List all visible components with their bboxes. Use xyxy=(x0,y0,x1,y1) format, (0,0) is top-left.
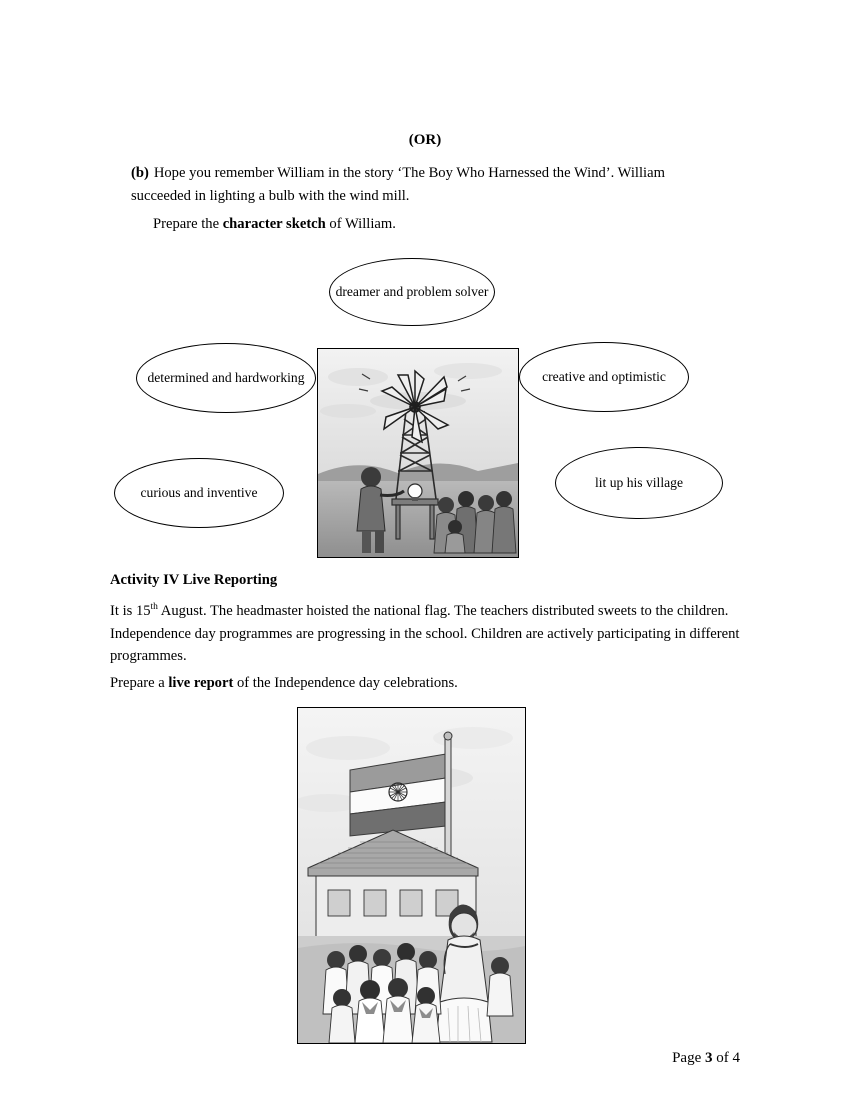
instruction-suffix: of William. xyxy=(325,216,396,232)
mindmap-bubble-top-label: dreamer and problem solver xyxy=(335,283,489,299)
activity-instruction-keyword: live report xyxy=(168,675,234,691)
windmill-illustration xyxy=(317,348,519,558)
footer-of-word: of xyxy=(716,1050,729,1066)
mindmap-bubble-right-upper xyxy=(519,342,689,412)
instruction-keyword: character sketch xyxy=(222,216,326,232)
mindmap-bubble-right-lower xyxy=(555,447,723,519)
footer-total-pages: 4 xyxy=(732,1050,740,1066)
question-b-label: (b) xyxy=(131,165,149,181)
activity-instruction xyxy=(110,675,740,692)
activity-heading: Activity IV Live Reporting xyxy=(110,572,278,588)
activity-body-pre: It is 15 xyxy=(110,603,151,619)
instruction-prefix: Prepare the xyxy=(153,216,223,232)
independence-day-illustration-svg xyxy=(298,708,525,1043)
activity-body-post: August. The headmaster hoisted the national flag. The teachers distributed sweets to the children. Independence day programmes are progressing in the school. Children are actively participating in different programmes. xyxy=(110,603,740,665)
independence-day-illustration xyxy=(297,707,526,1044)
footer-page-word: Page xyxy=(672,1050,702,1066)
mindmap-bubble-right-lower-label: lit up his village xyxy=(595,474,683,490)
activity-body-superscript: th xyxy=(150,602,158,613)
question-b-instruction xyxy=(153,216,713,233)
activity-instruction-prefix: Prepare a xyxy=(110,675,169,691)
or-divider-label: (OR) xyxy=(408,132,442,148)
mindmap-bubble-left-lower xyxy=(114,458,284,528)
page-footer xyxy=(672,1050,740,1067)
question-b xyxy=(131,162,721,207)
activity-body-text xyxy=(110,600,740,668)
windmill-illustration-svg xyxy=(318,349,518,557)
mindmap-bubble-left-upper xyxy=(136,343,316,413)
mindmap-bubble-left-lower-label: curious and inventive xyxy=(140,484,258,500)
character-sketch-mindmap xyxy=(100,255,750,565)
question-b-text: Hope you remember William in the story ‘The Boy Who Harnessed the Wind’. William succeeded in lighting a bulb with the wind mill. xyxy=(131,165,665,204)
activity-instruction-suffix: of the Independence day celebrations. xyxy=(233,675,458,691)
mindmap-bubble-right-upper-label: creative and optimistic xyxy=(542,368,666,384)
mindmap-bubble-top xyxy=(329,258,495,326)
mindmap-bubble-left-upper-label: determined and hardworking xyxy=(147,369,305,385)
footer-current-page: 3 xyxy=(705,1050,713,1066)
